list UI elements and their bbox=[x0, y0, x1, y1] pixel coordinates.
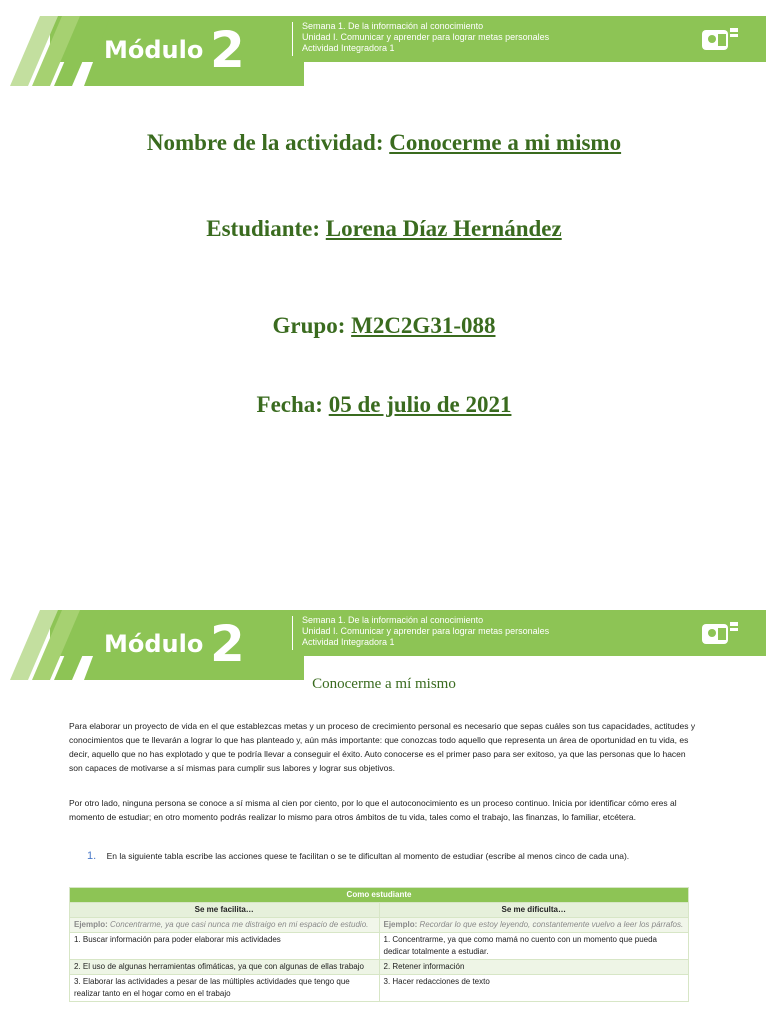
activity-name-value: Conocerme a mi mismo bbox=[389, 130, 622, 155]
activity-name-line bbox=[0, 130, 768, 156]
example-row bbox=[70, 918, 689, 933]
module-number: 2 bbox=[210, 21, 245, 79]
banner-unit: Unidad I. Comunicar y aprender para lograr metas personales bbox=[302, 626, 550, 636]
date-label: Fecha: bbox=[256, 392, 323, 417]
example-text: Concentrarme, ya que casi nunca me distraigo en mi espacio de estudio. bbox=[110, 920, 369, 929]
activity-name-label: Nombre de la actividad: bbox=[146, 130, 384, 155]
banner-separator bbox=[292, 22, 293, 56]
prepa-en-linea-logo-icon bbox=[700, 618, 740, 648]
table-row bbox=[70, 975, 689, 1002]
banner-info bbox=[302, 21, 549, 54]
table-cell-hard: 3. Hacer redacciones de texto bbox=[379, 975, 689, 1002]
date-line bbox=[0, 392, 768, 418]
module-label: Módulo bbox=[104, 630, 204, 658]
page-separator bbox=[0, 590, 768, 600]
document-title: Conocerme a mí mismo bbox=[312, 676, 456, 692]
table-row bbox=[70, 960, 689, 975]
module-banner bbox=[10, 16, 766, 86]
group-label: Grupo: bbox=[272, 313, 346, 338]
column-header-easy: Se me facilita… bbox=[70, 903, 380, 918]
example-text: Recordar lo que estoy leyendo, constantemente vuelvo a leer los párrafos. bbox=[419, 920, 684, 929]
example-cell-hard bbox=[379, 918, 689, 933]
group-line bbox=[0, 313, 768, 339]
column-header-hard: Se me dificulta… bbox=[379, 903, 689, 918]
student-line bbox=[0, 216, 768, 242]
date-value: 05 de julio de 2021 bbox=[328, 392, 512, 417]
banner-activity: Actividad Integradora 1 bbox=[302, 43, 395, 53]
content-page bbox=[0, 600, 768, 1024]
student-value: Lorena Díaz Hernández bbox=[325, 216, 562, 241]
group-value: M2C2G31-088 bbox=[351, 313, 496, 338]
table-row bbox=[70, 933, 689, 960]
example-cell-easy bbox=[70, 918, 380, 933]
banner-separator bbox=[292, 616, 293, 650]
module-label: Módulo bbox=[104, 36, 204, 64]
table-cell-easy: 3. Elaborar las actividades a pesar de las múltiples actividades que tengo que realizar tanto en el hogar como en el trabajo bbox=[70, 975, 380, 1002]
student-table bbox=[69, 887, 689, 1002]
instruction-item bbox=[87, 850, 629, 862]
module-number: 2 bbox=[210, 615, 245, 673]
intro-paragraph: Para elaborar un proyecto de vida en el que establezcas metas y un proceso de crecimiento personal es necesario que sepas cuáles son tus capacidades, actitudes y conocimientos que te llevarán a lograr lo que has planteado y, aún más importante: que conozcas todo aquello que representa un área de oportunidad en tu vida, es decir, aquello que no has explotado y que te podría llevar a conseguir el éxito. Auto conocerse es el primer paso para ser exitoso, ya que las personas que lo hacen son capaces de motivarse a sí mismas para cumplir sus labores y lograr sus objetivos. bbox=[69, 721, 696, 773]
prepa-en-linea-logo-icon bbox=[700, 24, 740, 54]
table-cell-hard: 1. Concentrarme, ya que como mamá no cuento con un momento que pueda dedicar totalmente a estudiar. bbox=[379, 933, 689, 960]
student-label: Estudiante: bbox=[206, 216, 321, 241]
banner-info bbox=[302, 615, 549, 648]
table-cell-hard: 2. Retener información bbox=[379, 960, 689, 975]
table-title: Como estudiante bbox=[70, 888, 689, 903]
instruction-text: En la siguiente tabla escribe las acciones quese te facilitan o se te dificultan al momento de estudiar (escribe al menos cinco de cada una). bbox=[106, 851, 630, 861]
example-label: Ejemplo: bbox=[383, 920, 418, 929]
table-cell-easy: 1. Buscar información para poder elaborar mis actividades bbox=[70, 933, 380, 960]
banner-week: Semana 1. De la información al conocimiento bbox=[302, 615, 484, 625]
banner-unit: Unidad I. Comunicar y aprender para lograr metas personales bbox=[302, 32, 550, 42]
second-paragraph: Por otro lado, ninguna persona se conoce a sí misma al cien por ciento, por lo que el autoconocimiento es un proceso continuo. Inicia por identificar cómo eres al momento de estudiar; en otro momento podrás realizar lo mismo para otros ámbitos de tu vida, tales como el trabajo, las finanzas, lo familiar, etcétera. bbox=[69, 798, 677, 822]
table-cell-easy: 2. El uso de algunas herramientas ofimáticas, ya que con algunas de ellas trabajo bbox=[70, 960, 380, 975]
module-banner bbox=[10, 610, 766, 680]
example-label: Ejemplo: bbox=[74, 920, 108, 929]
banner-activity: Actividad Integradora 1 bbox=[302, 637, 395, 647]
banner-week: Semana 1. De la información al conocimiento bbox=[302, 21, 484, 31]
instruction-number: 1. bbox=[87, 850, 97, 862]
